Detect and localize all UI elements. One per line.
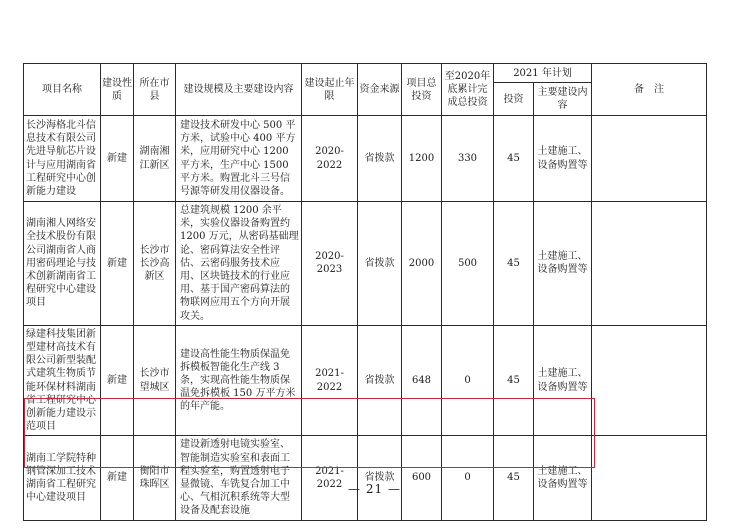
project-period: 2020-2023 <box>302 202 358 326</box>
investment-plan-table <box>23 63 707 521</box>
project-content-2021: 土建施工、设备购置等 <box>534 202 592 326</box>
project-cumulative: 0 <box>442 325 494 436</box>
project-period: 2020-2022 <box>302 116 358 202</box>
project-funding: 省拨款 <box>358 202 402 326</box>
project-nature: 新建 <box>101 325 134 436</box>
project-nature: 新建 <box>101 116 134 202</box>
project-invest-2021: 45 <box>494 116 534 202</box>
project-scale: 总建筑规模 1200 余平米，实验仪器设备购置约 1200 万元，从密码基础理论、密码算法安全性评估、云密码服务技术应用、区块链技术的行业应用、基于国产密码算法的物联网应用五个方向开展攻关。 <box>176 202 302 326</box>
header-content: 主要建设内容 <box>534 83 592 116</box>
project-scale: 建设新透射电镜实验室、智能制造实验室和表面工程实验室，购置透射电子显微镜、车铣复合加工中心、气相沉积系统等大型设备及配套设施 <box>176 436 302 520</box>
project-location: 长沙市望城区 <box>134 325 176 436</box>
header-period: 建设起止年限 <box>302 64 358 116</box>
header-remarks: 备 注 <box>592 64 707 116</box>
project-location: 衡阳市珠晖区 <box>134 436 176 520</box>
project-remarks <box>592 202 707 326</box>
header-row-1 <box>24 64 707 83</box>
project-period: 2021-2022 <box>302 436 358 520</box>
header-nature: 建设性质 <box>101 64 134 116</box>
header-scale: 建设规模及主要建设内容 <box>176 64 302 116</box>
header-total: 项目总投资 <box>402 64 442 116</box>
project-remarks <box>592 116 707 202</box>
project-invest-2021: 45 <box>494 325 534 436</box>
project-name: 湖南工学院特种钢管深加工技术湖南省工程研究中心建设项目 <box>24 436 101 520</box>
project-invest-2021: 45 <box>494 202 534 326</box>
project-content-2021: 土建施工、设备购置等 <box>534 116 592 202</box>
project-total: 648 <box>402 325 442 436</box>
header-funding: 资金来源 <box>358 64 402 116</box>
project-scale: 建设高性能生物质保温免拆模板智能化生产线 3 条，实现高性能生物质保温免拆模板 150 万平方米的年产能。 <box>176 325 302 436</box>
header-invest: 投资 <box>494 83 534 116</box>
header-location: 所在市县 <box>134 64 176 116</box>
project-scale: 建设技术研发中心 500 平方米，试验中心 400 平方米，应用研究中心 1200 平方米，生产中心 1500 平方米。购置北斗三号信号源等研发用仪器设备。 <box>176 116 302 202</box>
project-name: 湖南湘人网络安全技术股份有限公司湖南省人商用密码理论与技术创新湖南省工程研究中心建设项目 <box>24 202 101 326</box>
investment-plan-table-wrap <box>23 63 706 521</box>
header-name: 项目名称 <box>24 64 101 116</box>
table-row <box>24 436 707 520</box>
project-funding: 省拨款 <box>358 436 402 520</box>
project-total: 2000 <box>402 202 442 326</box>
table-row <box>24 202 707 326</box>
project-funding: 省拨款 <box>358 116 402 202</box>
project-location: 长沙市长沙高新区 <box>134 202 176 326</box>
project-invest-2021: 45 <box>494 436 534 520</box>
page-number: — 21 — <box>348 482 401 496</box>
table-row <box>24 325 707 436</box>
project-name: 长沙海格北斗信息技术有限公司先进导航芯片设计与应用湖南省工程研究中心创新能力建设 <box>24 116 101 202</box>
table-row <box>24 116 707 202</box>
project-remarks <box>592 325 707 436</box>
project-content-2021: 土建施工、设备购置等 <box>534 325 592 436</box>
project-period: 2021-2022 <box>302 325 358 436</box>
project-cumulative: 330 <box>442 116 494 202</box>
header-cumulative: 至2020年底累计完成总投资 <box>442 64 494 116</box>
project-total: 1200 <box>402 116 442 202</box>
header-plan-2021: 2021 年计划 <box>494 64 592 83</box>
project-funding: 省拨款 <box>358 325 402 436</box>
project-remarks <box>592 436 707 520</box>
project-cumulative: 0 <box>442 436 494 520</box>
project-location: 湖南湘江新区 <box>134 116 176 202</box>
project-nature: 新建 <box>101 202 134 326</box>
project-content-2021: 土建施工、设备购置等 <box>534 436 592 520</box>
project-nature: 新建 <box>101 436 134 520</box>
project-name: 绿建科技集团新型建材高技术有限公司新型装配式建筑生物质节能环保材料湖南省工程研究中心创新能力建设示范项目 <box>24 325 101 436</box>
project-total: 600 <box>402 436 442 520</box>
project-cumulative: 500 <box>442 202 494 326</box>
